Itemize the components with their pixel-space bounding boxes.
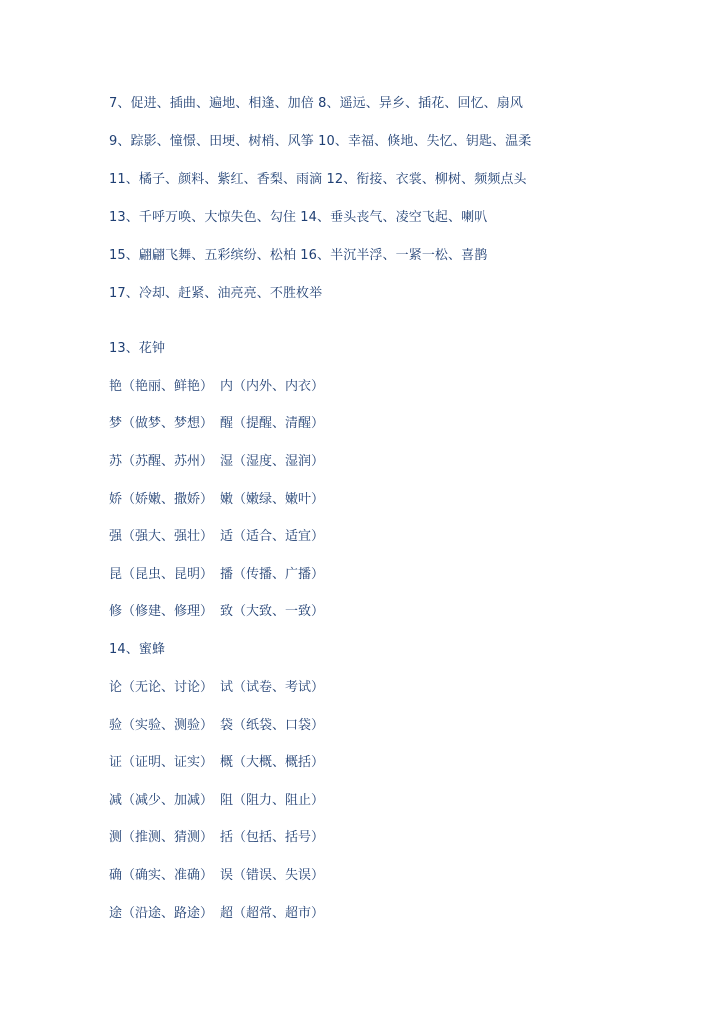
word-group-left: 艳（艳丽、鲜艳） [109,379,214,394]
word-group-left: 修（修建、修理） [109,604,214,619]
word-group-left: 娇（娇嫩、撒娇） [109,492,214,507]
vocab-line: 7、促进、插曲、遍地、相逢、加倍 8、遥远、异乡、插花、回忆、扇风 [109,96,523,111]
vocab-line: 17、冷却、赶紧、油亮亮、不胜枚举 [109,286,323,301]
word-pair-row [109,603,324,621]
word-group-right: 括（包括、括号） [220,830,325,845]
word-group-left: 验（实验、测验） [109,718,214,733]
vocab-line: 13、千呼万唤、大惊失色、勾住 14、垂头丧气、凌空飞起、喇叭 [109,210,488,225]
word-group-right: 致（大致、一致） [220,604,325,619]
word-pair-row [109,867,324,885]
word-group-right: 误（错误、失误） [220,868,325,883]
vocab-line: 9、踪影、憧憬、田埂、树梢、风筝 10、幸福、倏地、失忆、钥匙、温柔 [109,134,532,149]
word-pair-row [109,378,324,396]
word-group-left: 苏（苏醒、苏州） [109,454,214,469]
word-group-left: 测（推测、猜测） [109,830,214,845]
word-group-right: 袋（纸袋、口袋） [220,718,325,733]
word-group-left: 梦（做梦、梦想） [109,416,214,431]
word-group-left: 强（强大、强壮） [109,529,214,544]
word-group-right: 适（适合、适宜） [220,529,325,544]
word-pair-row [109,792,324,810]
word-pair-row [109,717,324,735]
word-pair-row [109,491,324,509]
word-group-left: 证（证明、证实） [109,755,214,770]
word-group-right: 试（试卷、考试） [220,680,325,695]
word-group-right: 醒（提醒、清醒） [220,416,325,431]
word-pair-row [109,453,324,471]
word-group-left: 昆（昆虫、昆明） [109,567,214,582]
word-pair-row [109,754,324,772]
word-pair-row [109,415,324,433]
word-group-left: 确（确实、准确） [109,868,214,883]
word-group-right: 阻（阻力、阻止） [220,793,325,808]
vocab-line: 15、翩翩飞舞、五彩缤纷、松柏 16、半沉半浮、一紧一松、喜鹊 [109,248,488,263]
word-group-left: 途（沿途、路途） [109,906,214,921]
word-group-left: 论（无论、讨论） [109,680,214,695]
section-heading-13: 13、花钟 [109,341,166,356]
word-group-right: 嫩（嫩绿、嫩叶） [220,492,325,507]
word-group-right: 概（大概、概括） [220,755,325,770]
word-pair-row [109,829,324,847]
word-group-right: 湿（湿度、湿润） [220,454,325,469]
word-pair-row [109,905,324,923]
word-group-right: 超（超常、超市） [220,906,325,921]
vocab-line: 11、橘子、颜料、紫红、香梨、雨滴 12、衔接、衣裳、柳树、频频点头 [109,172,527,187]
section-heading-14: 14、蜜蜂 [109,642,166,657]
word-group-right: 内（内外、内衣） [220,379,325,394]
word-group-left: 减（减少、加减） [109,793,214,808]
word-group-right: 播（传播、广播） [220,567,325,582]
word-pair-row [109,679,324,697]
word-pair-row [109,566,324,584]
word-pair-row [109,528,324,546]
